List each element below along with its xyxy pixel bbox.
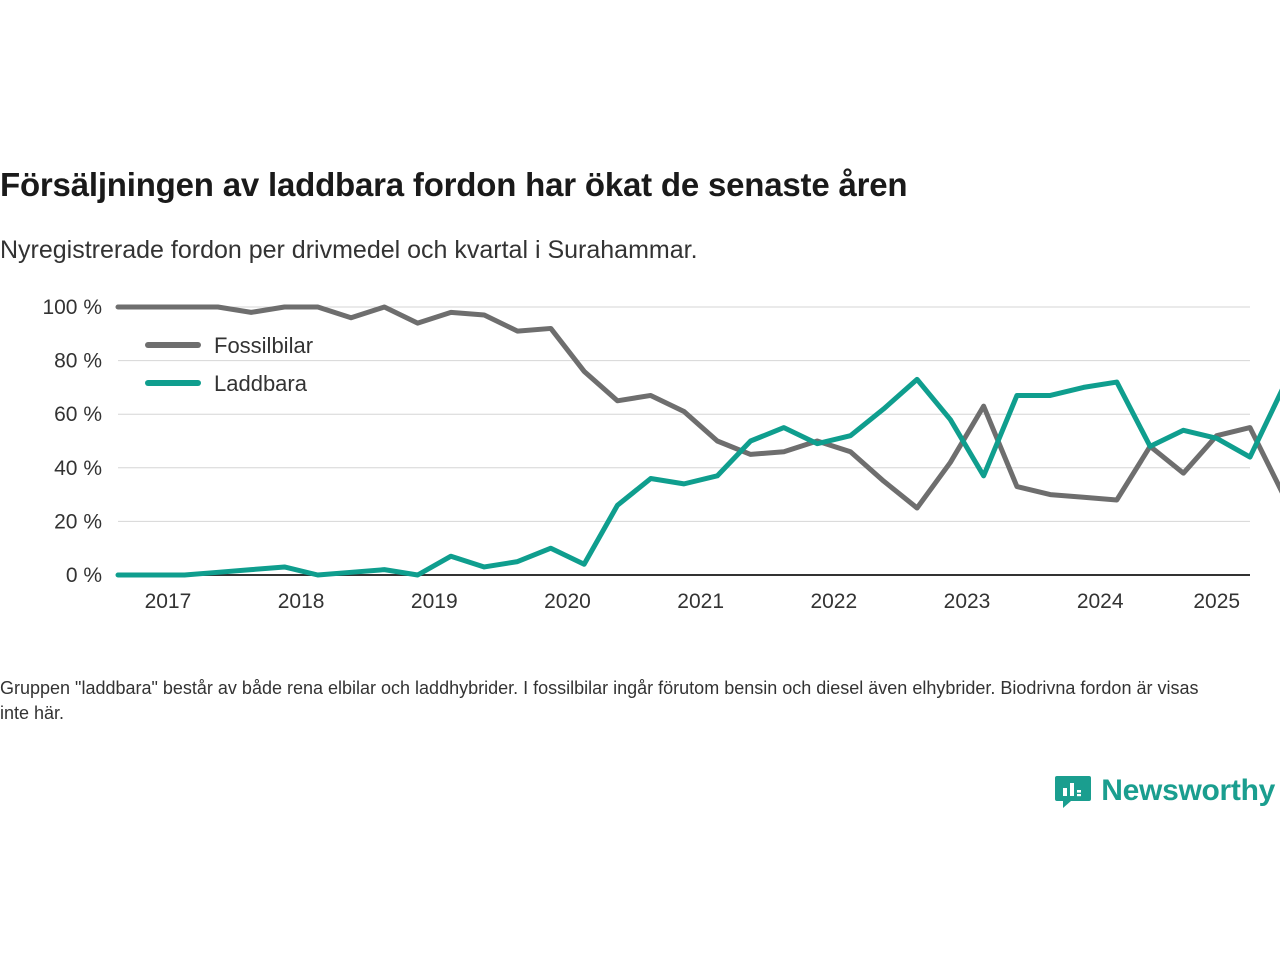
x-tick-label: 2025: [1193, 590, 1241, 613]
y-tick-label: 40 %: [54, 456, 102, 480]
x-tick-label: 2024: [1076, 590, 1124, 613]
line-chart: [0, 285, 1280, 625]
y-tick-label: 20 %: [54, 510, 102, 534]
legend-label-laddbara: Laddbara: [214, 371, 307, 396]
y-tick-label: 100 %: [42, 296, 102, 319]
x-tick-label: 2021: [677, 590, 725, 613]
brand-name: Newsworthy: [1101, 774, 1275, 807]
bar-chart-speech-bubble-icon: [1054, 772, 1092, 810]
x-tick-label: 2019: [410, 590, 458, 613]
x-tick-label: 2017: [144, 590, 192, 613]
series-line-laddbara: [118, 379, 1280, 575]
y-tick-label: 80 %: [54, 349, 102, 373]
x-axis-tick-labels: [145, 590, 1240, 613]
x-tick-label: 2022: [810, 590, 858, 613]
x-tick-label: 2020: [544, 590, 591, 613]
y-axis-tick-labels: [42, 296, 102, 587]
chart-footnote: Gruppen "laddbara" består av både rena elbilar och laddhybrider. I fossilbilar ingår förutom bensin och diesel även elhybrider. Biodrivna fordon är visas inte här.: [0, 678, 1199, 723]
legend-label-fossilbilar: Fossilbilar: [214, 333, 314, 358]
chart-svg: [0, 285, 1280, 625]
brand-logo: [1054, 772, 1275, 810]
page-subtitle: Nyregistrerade fordon per drivmedel och kvartal i Surahammar.: [0, 236, 698, 264]
y-tick-label: 0 %: [65, 564, 102, 587]
x-tick-label: 2018: [277, 590, 325, 613]
chart-legend: [148, 333, 313, 396]
x-tick-label: 2023: [943, 590, 991, 613]
y-tick-label: 60 %: [54, 403, 102, 427]
page-title: Försäljningen av laddbara fordon har ökat de senaste åren: [0, 166, 908, 204]
